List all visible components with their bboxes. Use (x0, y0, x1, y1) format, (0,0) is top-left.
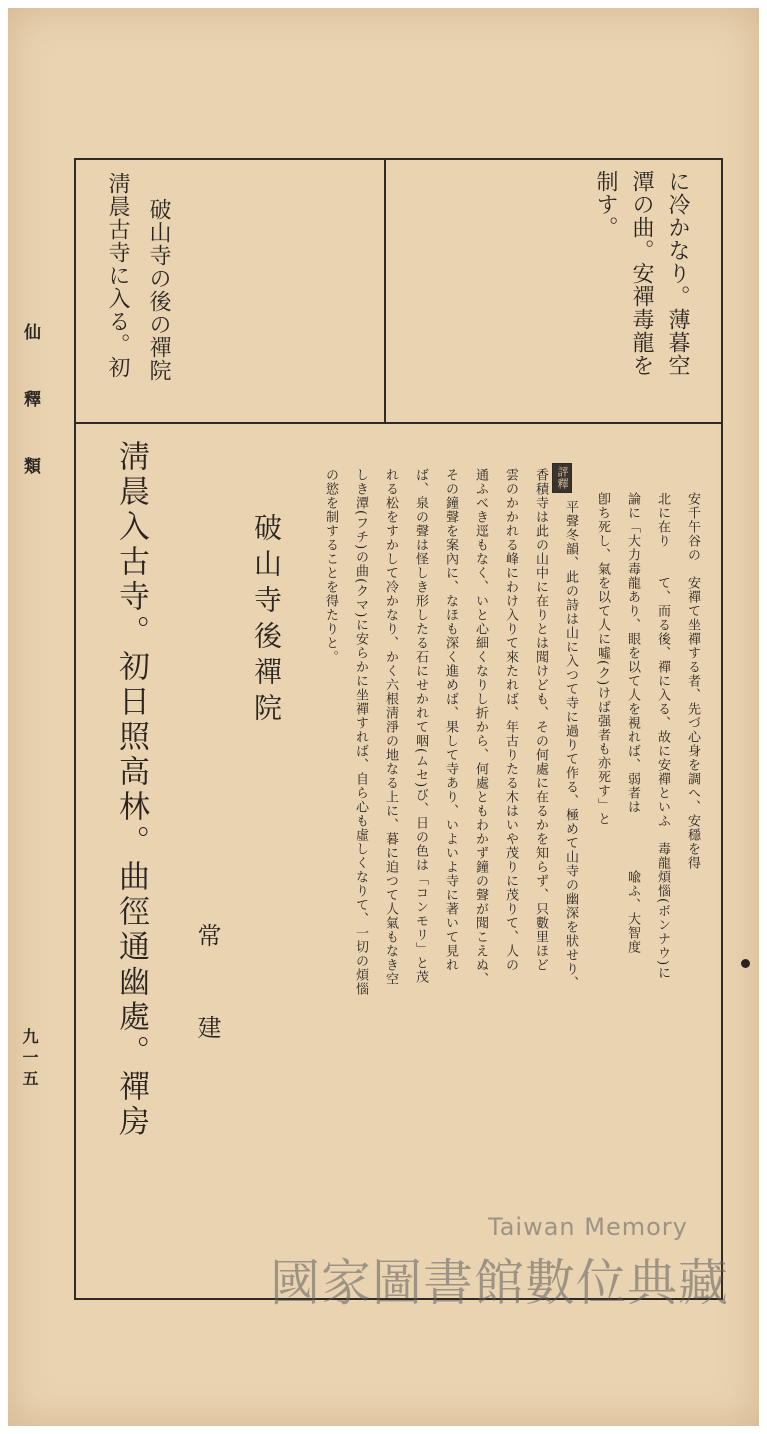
annotation-column: 北に在り て、而る後、禪に入る、故に安禪といふ 毒龍煩惱(ボンナウ)に (655, 492, 670, 981)
commentary-line: しき潭(フチ)の曲(クマ)に安らかに坐禪すれば、自ら心も虛しくなりて、一切の煩惱 (353, 468, 368, 997)
poem-author: 常 建 (193, 923, 221, 1061)
commentary-line: ば、泉の聲は怪しき形したる石にせかれて咽(ムセ)び、日の色は「コンモリ」と茂 (413, 468, 428, 985)
horizontal-rule (74, 422, 723, 424)
commentary-label: 評釋 (552, 463, 572, 493)
commentary-column: 潭の曲。安禪毒龍を (629, 170, 654, 377)
watermark-text: 國家圖書館數位典藏 (270, 1254, 729, 1312)
commentary-line: れる松をすかして冷かなり、かく六根淸淨の地なる上に、暮に迫つて人氣もなき空 (383, 468, 398, 986)
commentary-column: 淸晨古寺に入る。初 (105, 172, 130, 379)
annotation-column: 論に「大力毒龍あり、眼を以て人を視れば、弱者は 喩ふ、大智度 (625, 492, 640, 954)
running-title: 仙 釋 類 (20, 323, 40, 496)
commentary-column: 制す。 (593, 170, 618, 239)
poem-title: 破山寺後禪院 (250, 513, 283, 729)
commentary-column: に冷かなり。薄暮空 (665, 170, 690, 377)
commentary-line: 通ふべき逕もなく、いと心細くなりし折から、何處ともわかず鐘の聲が聞こえぬ、 (473, 468, 488, 986)
poem-text: 淸晨入古寺。初日照高林。曲徑通幽處。禪房 (113, 440, 149, 1140)
commentary-line: 香積寺は此の山中に在りとは聞けども、その何處に在るかを知らず、只數里ほど (533, 468, 548, 972)
ink-spot (741, 959, 750, 968)
scanned-page (8, 8, 759, 1426)
commentary-column: 破山寺の後の禪院 (146, 198, 171, 382)
annotation-column: 安千午谷の 安禪て坐禪する者、先づ心身を調へ、安穩を得 (685, 492, 700, 870)
page-number: 九一五 (20, 1028, 39, 1091)
commentary-line: 雲のかかれる峰にわけ入りて來たれば、年古りたる木はいや茂りに茂りて、人の (503, 468, 518, 972)
commentary-line: その鐘聲を案內に、なほも深く進めば、果して寺あり、いよいよ寺に著いて見れ (443, 468, 458, 972)
annotation-column: 卽ち死し、氣を以て人に噓(ク)けば强者も亦死す」と (595, 492, 610, 827)
vertical-rule (384, 158, 386, 423)
watermark-latin: Taiwan Memory (488, 1213, 688, 1241)
commentary-line: の慾を制することを得たりと。 (323, 468, 338, 664)
commentary-line: 平聲冬韻、此の詩は山に入つて寺に過りて作る、極めて山寺の幽深を狀せり、 (563, 500, 578, 990)
